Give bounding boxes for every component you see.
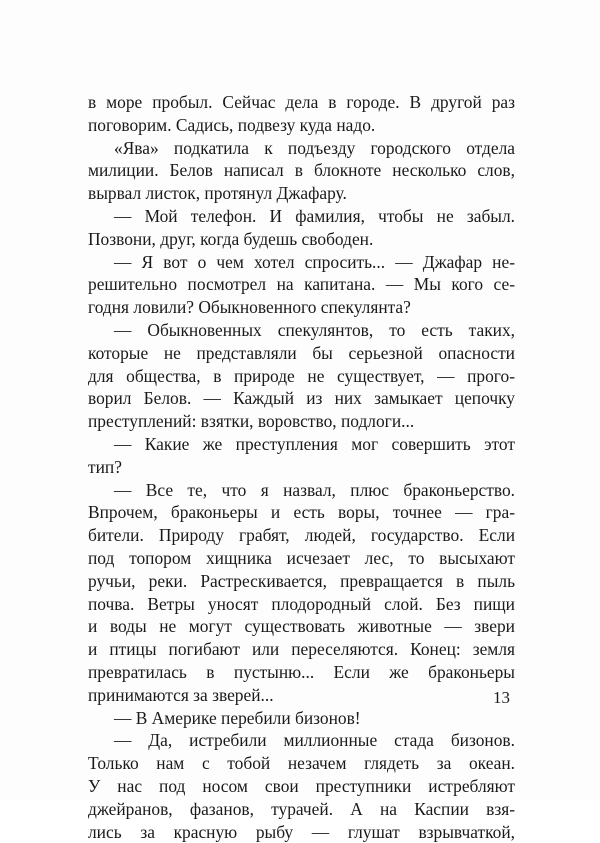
- text-line: — Все те, что я назвал, плюс браконьерство.: [88, 479, 515, 502]
- text-line: Только нам с тобой незачем глядеть за океан.: [88, 752, 515, 775]
- text-line: превратилась в пустыню... Если же браконьеры: [88, 661, 515, 684]
- text-line: решительно посмотрел на капитана. — Мы кого се-: [88, 273, 515, 296]
- text-line: «Ява» подкатила к подъезду городского отдела: [88, 137, 515, 160]
- text-line: бители. Природу грабят, людей, государство. Если: [88, 524, 515, 547]
- text-line: — Какие же преступления мог совершить этот: [88, 433, 515, 456]
- page-number: 13: [493, 688, 510, 708]
- text-line: под топором хищника исчезает лес, то высыхают: [88, 547, 515, 570]
- text-line: — Да, истребили миллионные стада бизонов.: [88, 729, 515, 752]
- text-line: и воды не могут существовать животные — звери: [88, 615, 515, 638]
- text-line: — Мой телефон. И фамилия, чтобы не забыл.: [88, 205, 515, 228]
- text-line: поговорим. Садись, подвезу куда надо.: [88, 114, 515, 137]
- text-line: и птицы погибают или переселяются. Конец: земля: [88, 638, 515, 661]
- text-line: — Я вот о чем хотел спросить... — Джафар не-: [88, 251, 515, 274]
- text-line: лись за красную рыбу — глушат взрывчаткой,: [88, 821, 515, 843]
- text-line: джейранов, фазанов, турачей. А на Каспии взя-: [88, 798, 515, 821]
- text-line: — Обыкновенных спекулянтов, то есть таких,: [88, 319, 515, 342]
- text-line: почва. Ветры уносят плодородный слой. Без пищи: [88, 593, 515, 616]
- text-line: годня ловили? Обыкновенного спекулянта?: [88, 296, 515, 319]
- text-line: преступлений: взятки, воровство, подлоги...: [88, 410, 515, 433]
- text-line: принимаются за зверей...: [88, 684, 515, 707]
- text-line: ручьи, реки. Растрескивается, превращается в пыль: [88, 570, 515, 593]
- text-line: — В Америке перебили бизонов!: [88, 707, 515, 730]
- text-line: милиции. Белов написал в блокноте несколько слов,: [88, 159, 515, 182]
- text-line: тип?: [88, 456, 515, 479]
- body-text: [88, 91, 515, 843]
- text-line: в море пробыл. Сейчас дела в городе. В другой раз: [88, 91, 515, 114]
- text-line: вырвал листок, протянул Джафару.: [88, 182, 515, 205]
- text-line: ворил Белов. — Каждый из них замыкает цепочку: [88, 387, 515, 410]
- text-line: Позвони, друг, когда будешь свободен.: [88, 228, 515, 251]
- text-line: для общества, в природе не существует, — прого-: [88, 365, 515, 388]
- text-line: которые не представляли бы серьезной опасности: [88, 342, 515, 365]
- text-line: У нас под носом свои преступники истребляют: [88, 775, 515, 798]
- text-line: Впрочем, браконьеры и есть воры, точнее — гра-: [88, 501, 515, 524]
